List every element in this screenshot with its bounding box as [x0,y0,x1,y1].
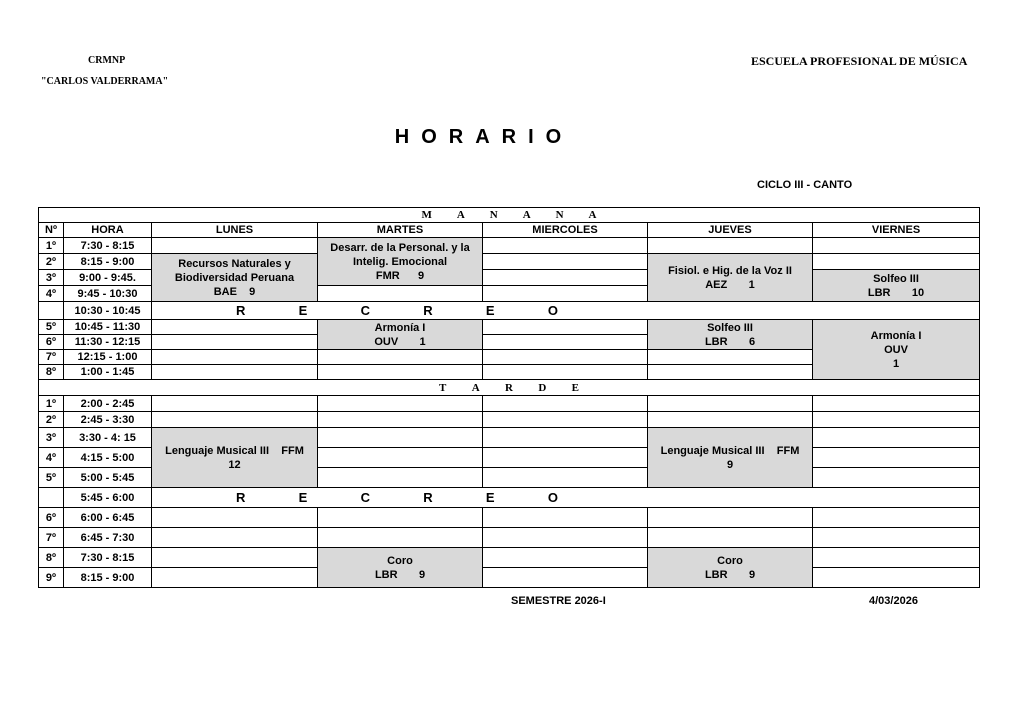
course-code: OUV [884,343,908,356]
section-letter: E [571,381,579,394]
empty-cell [152,508,318,528]
course-name: Coro [387,554,413,567]
institution-name: "CARLOS VALDERRAMA" [41,76,169,87]
period-number: 6º [39,335,64,350]
recess-letter: E [298,489,308,505]
empty-cell [318,448,483,468]
empty-cell [813,568,980,588]
empty-cell [318,396,483,412]
period-time: 10:30 - 10:45 [64,302,152,320]
recess-letter: C [360,302,370,318]
empty-cell [813,508,980,528]
course-name: Desarr. de la Personal. y la [330,241,470,254]
section-letter: D [538,381,547,394]
col-header-n: Nº [39,223,64,238]
empty-cell [318,412,483,428]
table-row [39,548,980,568]
period-time: 5:45 - 6:00 [64,488,152,508]
course-code: OUV 1 [374,335,426,348]
course-cell [152,428,318,488]
recess-letter: R [236,489,246,505]
course-cell [648,320,813,350]
col-header-lunes: LUNES [152,223,318,238]
period-time: 9:45 - 10:30 [64,286,152,302]
period-time: 3:30 - 4: 15 [64,428,152,448]
recess-letter: O [547,489,558,505]
col-header-viernes: VIERNES [813,223,980,238]
table-row [39,396,980,412]
section-letter: A [456,209,465,221]
empty-cell [483,396,648,412]
empty-cell [318,468,483,488]
empty-cell [813,528,980,548]
recess-row [39,488,980,508]
course-cell [648,254,813,302]
period-number: 7º [39,350,64,365]
period-time: 4:15 - 5:00 [64,448,152,468]
empty-cell [813,254,980,270]
empty-cell [318,528,483,548]
empty-cell [318,508,483,528]
period-number: 8º [39,365,64,380]
empty-cell [152,412,318,428]
institution-code: CRMNP [88,55,126,66]
period-number: 5º [39,320,64,335]
table-row [39,238,980,254]
empty-cell [813,396,980,412]
col-header-miercoles: MIERCOLES [483,223,648,238]
col-header-hora: HORA [64,223,152,238]
period-number: 8º [39,548,64,568]
empty-cell [318,365,483,380]
recess-letter: R [236,302,246,318]
course-name: Armonía I [374,321,426,334]
empty-cell [813,428,980,448]
empty-cell [318,286,483,302]
period-time: 8:15 - 9:00 [64,254,152,270]
empty-cell [483,270,648,286]
course-code: AEZ 1 [705,278,755,291]
section-header-tarde [39,380,980,396]
table-row [39,412,980,428]
empty-cell [483,254,648,270]
recess-letter: E [485,302,495,318]
course-cell [152,254,318,302]
course-code: LBR 10 [867,286,925,299]
empty-cell [483,548,648,568]
empty-cell [483,412,648,428]
course-code: 12 [228,458,241,471]
page-title: HORARIO [394,126,574,148]
course-cell [318,320,483,350]
empty-cell [483,286,648,302]
table-row [39,254,980,270]
period-time: 7:30 - 8:15 [64,548,152,568]
recess-row [39,302,980,320]
empty-cell [483,528,648,548]
empty-cell [648,396,813,412]
empty-cell [813,468,980,488]
empty-cell [152,396,318,412]
empty-cell [152,350,318,365]
period-number: 5º [39,468,64,488]
col-header-martes: MARTES [318,223,483,238]
empty-cell [483,508,648,528]
course-code: 9 [726,458,734,471]
course-name: Armonía I [870,329,922,342]
section-letter: M [421,209,432,221]
period-number [39,302,64,320]
course-code: LBR 9 [374,568,426,581]
period-number: 4º [39,286,64,302]
school-name: ESCUELA PROFESIONAL DE MÚSICA [751,54,968,68]
course-cell [318,548,483,588]
course-name: Solfeo III [873,272,919,285]
period-time: 5:00 - 5:45 [64,468,152,488]
period-number: 6º [39,508,64,528]
section-letter: N [555,209,564,221]
section-header-manana [39,208,980,223]
course-name: Solfeo III [707,321,753,334]
course-cell [318,238,483,286]
table-row [39,320,980,335]
course-code: LBR 9 [704,568,756,581]
table-row [39,568,980,588]
period-time: 12:15 - 1:00 [64,350,152,365]
recess-letter: O [547,302,558,318]
schedule-table [38,207,980,588]
empty-cell [648,508,813,528]
section-letter: N [489,209,498,221]
col-header-jueves: JUEVES [648,223,813,238]
empty-cell [648,238,813,254]
period-time: 11:30 - 12:15 [64,335,152,350]
recess-letter: E [298,302,308,318]
period-number: 3º [39,428,64,448]
course-name: Fisiol. e Hig. de la Voz II [668,264,792,277]
empty-cell [152,568,318,588]
period-number: 2º [39,254,64,270]
period-time: 2:45 - 3:30 [64,412,152,428]
course-code: FMR 9 [375,269,425,282]
course-code: 1 [892,357,900,370]
period-number: 1º [39,396,64,412]
course-code: LBR 6 [704,335,756,348]
empty-cell [318,428,483,448]
course-cell [813,320,980,380]
empty-cell [483,468,648,488]
empty-cell [152,365,318,380]
empty-cell [813,238,980,254]
table-row [39,508,980,528]
period-time: 6:45 - 7:30 [64,528,152,548]
date-label: 4/03/2026 [869,595,918,607]
empty-cell [648,365,813,380]
period-number [39,488,64,508]
table-row [39,528,980,548]
course-cell [813,270,980,302]
empty-cell [152,320,318,335]
recess-letter: C [360,489,370,505]
empty-cell [152,238,318,254]
course-code: BAE 9 [213,285,256,298]
recess-letter: E [485,489,495,505]
recess-letter: R [423,302,433,318]
section-letter: A [522,209,531,221]
course-name: Lenguaje Musical III FFM [660,444,800,457]
course-cell [648,548,813,588]
period-number: 7º [39,528,64,548]
period-time: 1:00 - 1:45 [64,365,152,380]
empty-cell [483,568,648,588]
empty-cell [152,548,318,568]
section-letter: A [588,209,597,221]
period-time: 8:15 - 9:00 [64,568,152,588]
period-number: 3º [39,270,64,286]
empty-cell [483,238,648,254]
empty-cell [648,350,813,365]
empty-cell [483,365,648,380]
period-time: 7:30 - 8:15 [64,238,152,254]
column-header-row [39,223,980,238]
semester-label: SEMESTRE 2026-I [511,595,606,607]
period-number: 2º [39,412,64,428]
empty-cell [813,548,980,568]
empty-cell [318,350,483,365]
empty-cell [152,335,318,350]
period-number: 4º [39,448,64,468]
empty-cell [483,428,648,448]
course-name: Recursos Naturales y [178,257,291,270]
period-number: 1º [39,238,64,254]
course-name: Lenguaje Musical III FFM [165,444,304,457]
course-cell [648,428,813,488]
section-letter: A [471,381,480,394]
course-name: Coro [717,554,743,567]
empty-cell [813,448,980,468]
table-row [39,428,980,448]
empty-cell [483,335,648,350]
recess-letter: R [423,489,433,505]
period-time: 6:00 - 6:45 [64,508,152,528]
empty-cell [813,412,980,428]
empty-cell [152,528,318,548]
course-name: Intelig. Emocional [352,255,448,268]
empty-cell [483,448,648,468]
empty-cell [648,412,813,428]
section-letter: T [439,381,447,394]
course-name: Biodiversidad Peruana [174,271,295,284]
empty-cell [648,528,813,548]
empty-cell [483,350,648,365]
section-letter: R [505,381,513,394]
cycle-label: CICLO III - CANTO [757,179,853,191]
period-time: 9:00 - 9:45. [64,270,152,286]
period-time: 2:00 - 2:45 [64,396,152,412]
empty-cell [483,320,648,335]
period-time: 10:45 - 11:30 [64,320,152,335]
period-number: 9º [39,568,64,588]
